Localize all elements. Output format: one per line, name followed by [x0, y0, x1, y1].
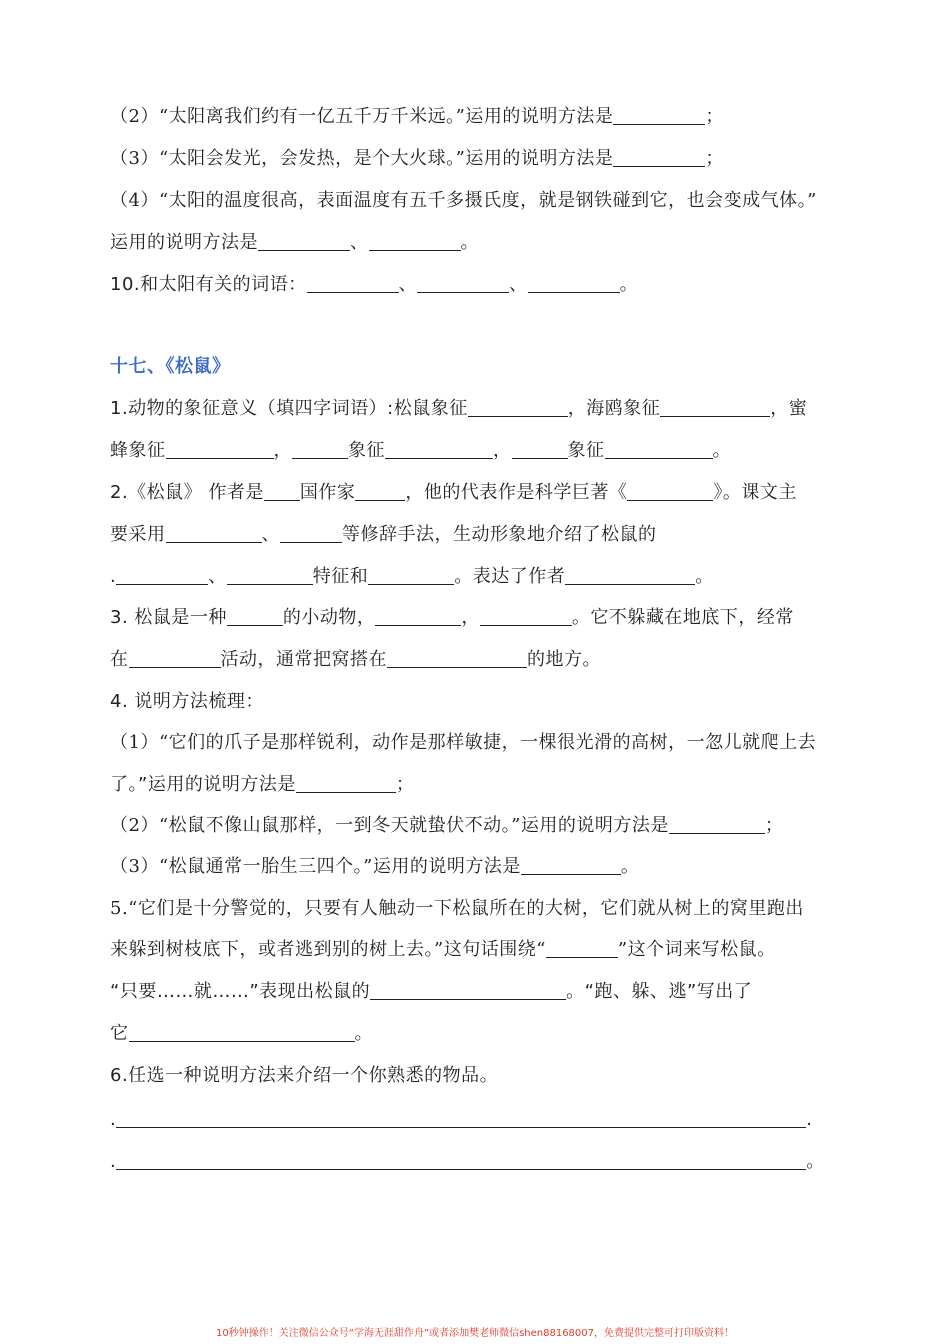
section-heading: 十七、《松鼠》	[110, 356, 231, 377]
q3-line-2: 在 活动，通常把窝搭在 的地方。	[110, 649, 601, 670]
answer-blank[interactable]	[387, 647, 527, 668]
answer-blank[interactable]	[375, 605, 461, 626]
answer-blank[interactable]	[385, 438, 493, 459]
answer-blank[interactable]	[129, 1021, 355, 1042]
answer-blank[interactable]	[669, 813, 765, 834]
q4-item-1: （1）“它们的爪子是那样锐利，动作是那样敏捷，一棵很光滑的高树，一忽儿就爬上去	[110, 732, 817, 753]
q10: 10.和太阳有关的词语： 、 、 。	[110, 274, 639, 295]
answer-blank[interactable]	[369, 230, 461, 251]
answer-blank[interactable]	[116, 1107, 806, 1128]
q5-line-2: 来躲到树枝底下，或者逃到别的树上去。”这句话围绕“ ”这个词来写松鼠。	[110, 939, 776, 960]
answer-blank[interactable]	[528, 272, 620, 293]
q1-line-1: 1.动物的象征意义（填四字词语）:松鼠象征 ，海鸥象征 ，蜜	[110, 398, 808, 419]
q3-line-1: 3. 松鼠是一种 的小动物， ， 。它不躲藏在地底下，经常	[110, 607, 794, 628]
answer-blank[interactable]	[264, 480, 300, 501]
answer-blank[interactable]	[129, 647, 221, 668]
q6-write-line-2: . 。	[110, 1151, 825, 1172]
q9-item-4: （4）“太阳的温度很高，表面温度有五千多摄氏度，就是钢铁碰到它，也会变成气体。”	[110, 190, 817, 211]
answer-blank[interactable]	[605, 438, 713, 459]
answer-blank[interactable]	[627, 480, 713, 501]
answer-blank[interactable]	[292, 438, 348, 459]
answer-blank[interactable]	[280, 522, 342, 543]
answer-blank[interactable]	[613, 104, 705, 125]
q9-item-4-cont: 运用的说明方法是 、 。	[110, 232, 479, 253]
answer-blank[interactable]	[166, 522, 262, 543]
q6-title: 6.任选一种说明方法来介绍一个你熟悉的物品。	[110, 1065, 499, 1086]
answer-blank[interactable]	[296, 772, 396, 793]
answer-blank[interactable]	[521, 854, 621, 875]
answer-blank[interactable]	[546, 937, 618, 958]
answer-blank[interactable]	[166, 438, 274, 459]
q2-line-3: . 、 特征和 。表达了作者 。	[110, 566, 714, 587]
q5-line-4: 它 。	[110, 1023, 373, 1044]
answer-blank[interactable]	[512, 438, 568, 459]
q9-item-2: （2）“太阳离我们约有一亿五千万千米远。”运用的说明方法是 ；	[110, 106, 724, 127]
answer-blank[interactable]	[468, 396, 568, 417]
q4-item-3: （3）“松鼠通常一胎生三四个。”运用的说明方法是 。	[110, 856, 640, 877]
q2-line-1: 2.《松鼠》 作者是 国作家 ，他的代表作是科学巨著《 》。课文主	[110, 482, 797, 503]
answer-blank[interactable]	[258, 230, 350, 251]
q9-item-3: （3）“太阳会发光，会发热，是个大火球。”运用的说明方法是 ；	[110, 148, 724, 169]
answer-blank[interactable]	[116, 1149, 806, 1170]
q2-line-2: 要采用 、 等修辞手法，生动形象地介绍了松鼠的	[110, 524, 657, 545]
answer-blank[interactable]	[417, 272, 509, 293]
q4-item-1-cont: 了。”运用的说明方法是 ；	[110, 774, 415, 795]
answer-blank[interactable]	[370, 979, 566, 1000]
answer-blank[interactable]	[480, 605, 572, 626]
answer-blank[interactable]	[613, 146, 705, 167]
answer-blank[interactable]	[565, 564, 695, 585]
answer-blank[interactable]	[368, 564, 454, 585]
q4-item-2: （2）“松鼠不像山鼠那样，一到冬天就蛰伏不动。”运用的说明方法是 ；	[110, 815, 784, 836]
q4-title: 4. 说明方法梳理：	[110, 691, 264, 712]
q5-line-3: “只要……就……”表现出松鼠的 。“跑、躲、逃”写出了	[110, 981, 753, 1002]
answer-blank[interactable]	[355, 480, 405, 501]
answer-blank[interactable]	[116, 564, 208, 585]
answer-blank[interactable]	[227, 605, 283, 626]
q1-line-2: 蜂象征 ， 象征 ， 象征 。	[110, 440, 731, 461]
footer-promo: 10秒钟操作！关注微信公众号“学海无涯甜作舟”或者添加樊老师微信shen88168007，免费提供完整可打印版资料！	[215, 1328, 735, 1339]
answer-blank[interactable]	[660, 396, 770, 417]
q5-line-1: 5.“它们是十分警觉的，只要有人触动一下松鼠所在的大树，它们就从树上的窝里跑出	[110, 898, 804, 919]
q6-write-line-1: . .	[110, 1109, 813, 1130]
answer-blank[interactable]	[307, 272, 399, 293]
answer-blank[interactable]	[227, 564, 313, 585]
